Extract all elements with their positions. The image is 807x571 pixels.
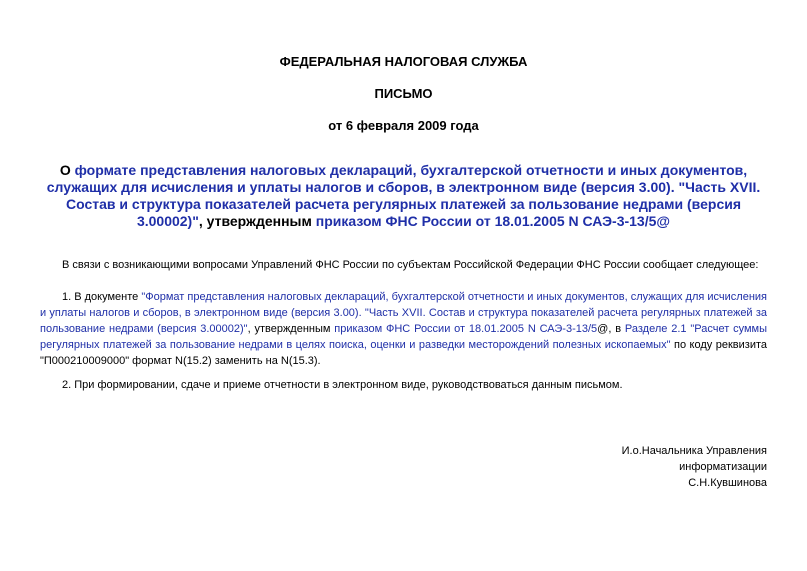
signature-position: И.о.Начальника Управления <box>621 445 767 457</box>
title-order-link[interactable]: приказом ФНС России от 18.01.2005 N САЭ-3-13/5@ <box>315 213 671 229</box>
item-1-text-d: по коду реквизита "П000210009000" формат N(15.2) заменить на N(15.3). <box>40 339 768 367</box>
item-1-paragraph <box>40 289 767 369</box>
document-date: от 6 февраля 2009 года <box>328 118 479 133</box>
item-1-text-b: , утвержденным <box>247 323 335 335</box>
item-1-format-link[interactable]: "Формат представления налоговых деклараций, бухгалтерской отчетности и иных документов, служащих для исчисления и уплаты налогов и сборов, в электронном виде (версия 3.00). "Часть XVII. Состав и структура показателей расчета регулярных платежей за пользование недрами (версия 3.00002)" <box>40 291 767 335</box>
title-middle: , утвержденным <box>198 213 316 229</box>
document-type: ПИСЬМО <box>374 86 433 101</box>
item-1-text-a: 1. В документе <box>62 291 142 303</box>
title-prefix: О <box>59 162 75 178</box>
item-1-section-link[interactable]: Разделе 2.1 "Расчет суммы регулярных платежей за пользование недрами в целях поиска, оценки и разведки месторождений полезных ископаемых" <box>40 323 767 351</box>
agency-name: ФЕДЕРАЛЬНАЯ НАЛОГОВАЯ СЛУЖБА <box>279 54 528 69</box>
signature-block <box>520 443 767 491</box>
signature-department: информатизации <box>679 461 767 473</box>
signature-name: С.Н.Кувшинова <box>688 477 767 489</box>
document-title <box>36 162 771 230</box>
intro-paragraph: В связи с возникающими вопросами Управлений ФНС России по субъектам Российской Федерации ФНС России сообщает следующее: <box>62 259 759 271</box>
item-2-paragraph: 2. При формировании, сдаче и приеме отчетности в электронном виде, руководствоваться данным письмом. <box>62 379 623 391</box>
item-1-text-c: @, в <box>597 323 625 335</box>
title-format-link[interactable]: формате представления налоговых деклараций, бухгалтерской отчетности и иных документов, служащих для исчисления и уплаты налогов и сборов, в электронном виде (версия 3.00). "Часть XVII. Состав и структура показателей расчета регулярных платежей за пользование недрами (версия 3.00002)" <box>46 162 761 229</box>
item-1-order-link[interactable]: приказом ФНС России от 18.01.2005 N САЭ-3-13/5 <box>334 323 598 335</box>
